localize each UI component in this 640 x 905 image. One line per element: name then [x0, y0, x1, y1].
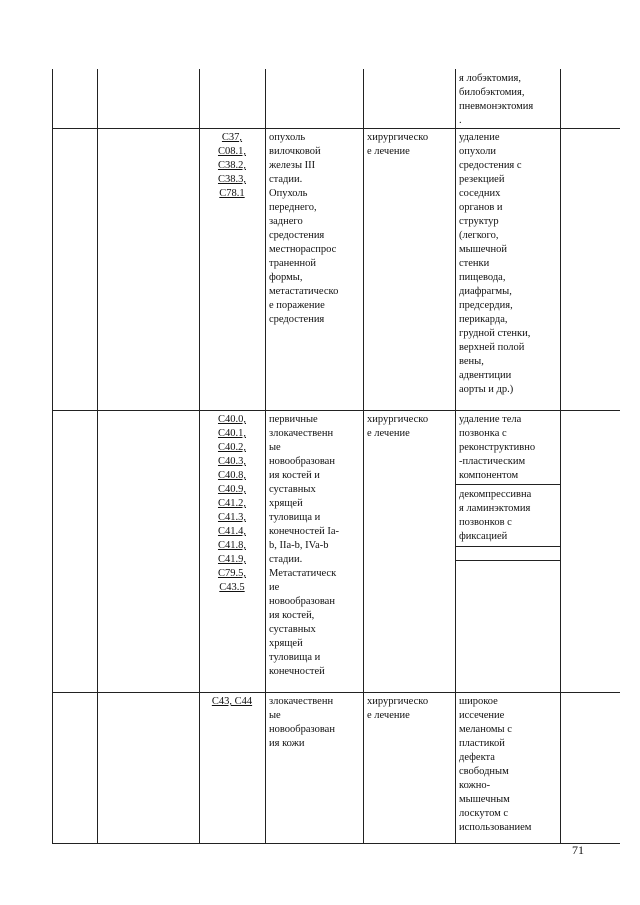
- method-cell: хирургическо е лечение: [367, 414, 429, 439]
- diagnosis-cell: опухоль вилочковой железы III стадии. Опухоль переднего, заднего средостения местнораспрос траненной формы, метастатическо е поражение средостения: [269, 132, 339, 325]
- icd-code-link[interactable]: C41.4,: [217, 526, 246, 537]
- diagnosis-cell: злокачественн ые новообразован ия кожи: [269, 696, 335, 749]
- icd-codes-cell: [201, 695, 263, 709]
- icd-code-link[interactable]: C40.3,: [217, 456, 246, 467]
- subrow-divider: [455, 484, 560, 485]
- icd-code-link[interactable]: C40.0,: [217, 414, 246, 425]
- icd-code-link[interactable]: C78.1: [219, 188, 245, 199]
- table-border-left: [52, 69, 53, 843]
- table-row-divider: [52, 128, 620, 129]
- table-column-divider: [199, 69, 200, 843]
- table-column-divider: [455, 69, 456, 843]
- treatment-cell: я лобэктомия, билобэктомия, пневмонэктомия .: [459, 73, 534, 126]
- table-column-divider: [97, 69, 98, 843]
- icd-code-link[interactable]: C41.3,: [217, 512, 246, 523]
- icd-code-link[interactable]: C41.8,: [217, 540, 246, 551]
- icd-code-link[interactable]: C40.8,: [217, 470, 246, 481]
- icd-code-link[interactable]: C40.9,: [217, 484, 246, 495]
- treatment-cell: широкое иссечение меланомы с пластикой дефекта свободным кожно- мышечным лоскутом с использованием: [459, 696, 532, 833]
- table-column-divider: [265, 69, 266, 843]
- treatment-cell: удаление тела позвонка с реконструктивно -пластическим компонентом: [459, 414, 536, 481]
- table-row-divider: [52, 410, 620, 411]
- method-cell: хирургическо е лечение: [367, 132, 429, 157]
- subrow-divider: [455, 560, 560, 561]
- icd-code-link[interactable]: C79.5,: [217, 568, 246, 579]
- icd-code-link[interactable]: C37,: [221, 132, 243, 143]
- treatment-cell: декомпрессивна я ламинэктомия позвонков с фиксацией: [459, 489, 532, 542]
- icd-code-link[interactable]: C38.2,: [217, 160, 246, 171]
- icd-code-link[interactable]: C38.3,: [217, 174, 246, 185]
- icd-code-link[interactable]: C41.2,: [217, 498, 246, 509]
- icd-code-link[interactable]: C41.9,: [217, 554, 246, 565]
- subrow-divider: [455, 546, 560, 547]
- treatment-cell: удаление опухоли средостения с резекцией соседних органов и структур (легкого, мышечной стенки пищевода, диафрагмы, предсердия, перикарда, грудной стенки, верхней полой вены, адвентиции аорты и др.): [459, 132, 531, 395]
- page-number: 71: [572, 843, 584, 857]
- diagnosis-cell: первичные злокачественн ые новообразован ия костей и суставных хрящей туловища и конечностей Ia- b, IIa-b, IVa-b стадии. Метастатическ ие новообразован ия костей, суставных хрящей туловища и конечностей: [269, 414, 340, 677]
- icd-code-link[interactable]: C40.2,: [217, 442, 246, 453]
- icd-code-link[interactable]: C43, C44: [211, 696, 253, 707]
- table-border-bottom: [52, 843, 620, 844]
- icd-codes-cell: [201, 413, 263, 595]
- icd-codes-cell: [201, 131, 263, 201]
- icd-code-link[interactable]: C43.5: [219, 582, 245, 593]
- table-column-divider: [560, 69, 561, 843]
- method-cell: хирургическо е лечение: [367, 696, 429, 721]
- table-row-divider: [52, 692, 620, 693]
- table-column-divider: [363, 69, 364, 843]
- icd-code-link[interactable]: C08.1,: [217, 146, 246, 157]
- icd-code-link[interactable]: C40.1,: [217, 428, 246, 439]
